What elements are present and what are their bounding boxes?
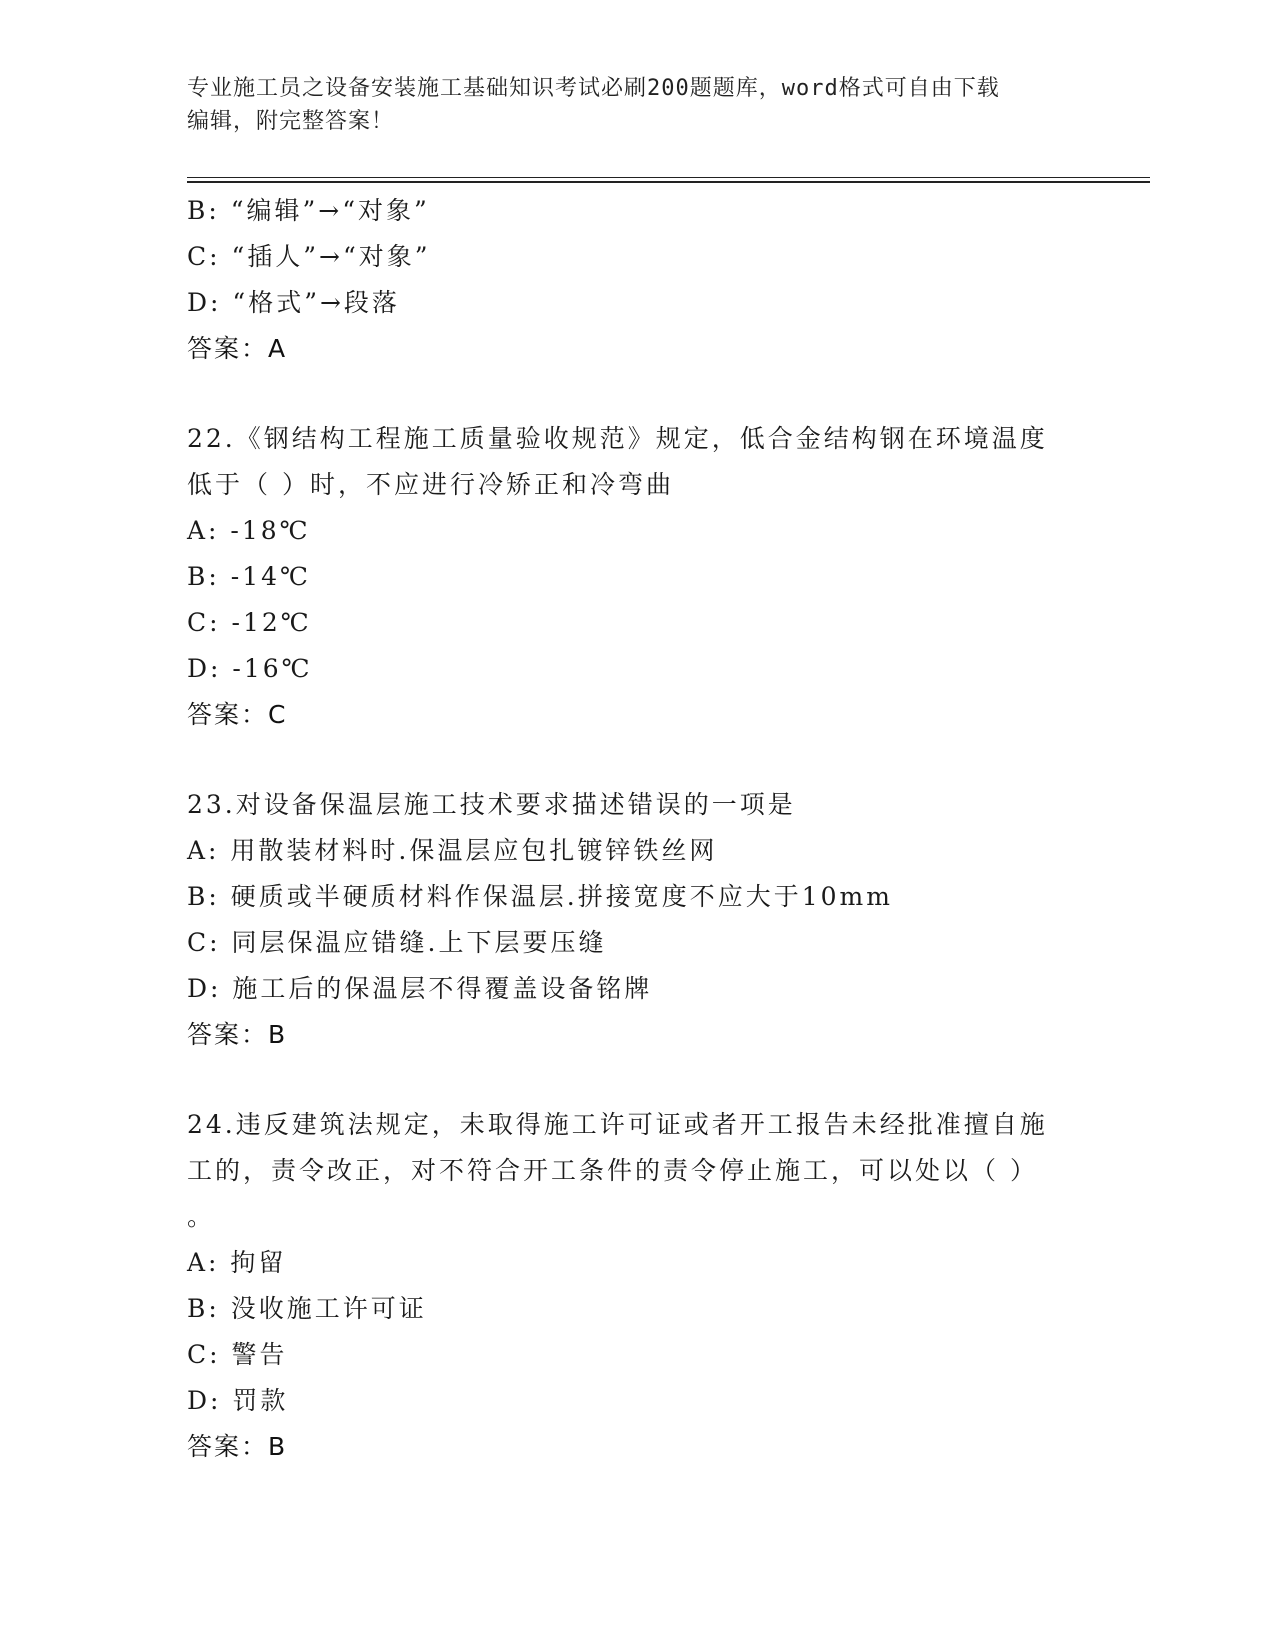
question-stem-line: 工的，责令改正，对不符合开工条件的责令停止施工，可以处以（ ）: [187, 1156, 1038, 1185]
question-stem-line: 低于（ ）时，不应进行冷矫正和冷弯曲: [187, 470, 674, 499]
option-b: B: 没收施工许可证: [187, 1294, 427, 1323]
option-b: B: “编辑”→“对象”: [187, 196, 430, 225]
header-line-2: 编辑，附完整答案！: [187, 109, 395, 134]
option-d: D: “格式”→段落: [187, 288, 400, 317]
question-stem-line: 。: [187, 1202, 216, 1231]
option-a: A: 用散装材料时.保温层应包扎镀锌铁丝网: [187, 836, 718, 865]
question-stem-line: 23.对设备保温层施工技术要求描述错误的一项是: [187, 790, 796, 819]
question-24: [187, 1102, 1087, 1470]
question-stem-line: 24.违反建筑法规定，未取得施工许可证或者开工报告未经批准擅自施: [187, 1110, 1048, 1139]
answer-label: 答案：B: [187, 1432, 288, 1461]
answer-label: 答案：B: [187, 1020, 288, 1049]
question-21-continued: [187, 188, 1087, 372]
spacer: [187, 372, 1087, 416]
option-c: C: “插人”→“对象”: [187, 242, 431, 271]
question-23: [187, 782, 1087, 1058]
option-c: C: 警告: [187, 1340, 288, 1369]
header-divider-thick: [187, 181, 1150, 183]
option-b: B: 硬质或半硬质材料作保温层.拼接宽度不应大于10mm: [187, 882, 893, 911]
option-a: A: 拘留: [187, 1248, 287, 1277]
option-c: C: -12℃: [187, 608, 312, 637]
header-line-1: 专业施工员之设备安装施工基础知识考试必刷200题题库，word格式可自由下载: [187, 76, 1000, 101]
spacer: [187, 738, 1087, 782]
question-content: [187, 188, 1087, 1470]
question-22: [187, 416, 1087, 738]
header-divider-thin: [187, 177, 1150, 178]
option-d: D: 施工后的保温层不得覆盖设备铭牌: [187, 974, 653, 1003]
answer-label: 答案：C: [187, 700, 288, 729]
option-d: D: -16℃: [187, 654, 313, 683]
question-stem-line: 22.《钢结构工程施工质量验收规范》规定，低合金结构钢在环境温度: [187, 424, 1048, 453]
answer-label: 答案：A: [187, 334, 288, 363]
spacer: [187, 1058, 1087, 1102]
option-d: D: 罚款: [187, 1386, 289, 1415]
option-c: C: 同层保温应错缝.上下层要压缝: [187, 928, 607, 957]
option-a: A: -18℃: [187, 516, 311, 545]
page-header: [187, 72, 1077, 138]
option-b: B: -14℃: [187, 562, 311, 591]
